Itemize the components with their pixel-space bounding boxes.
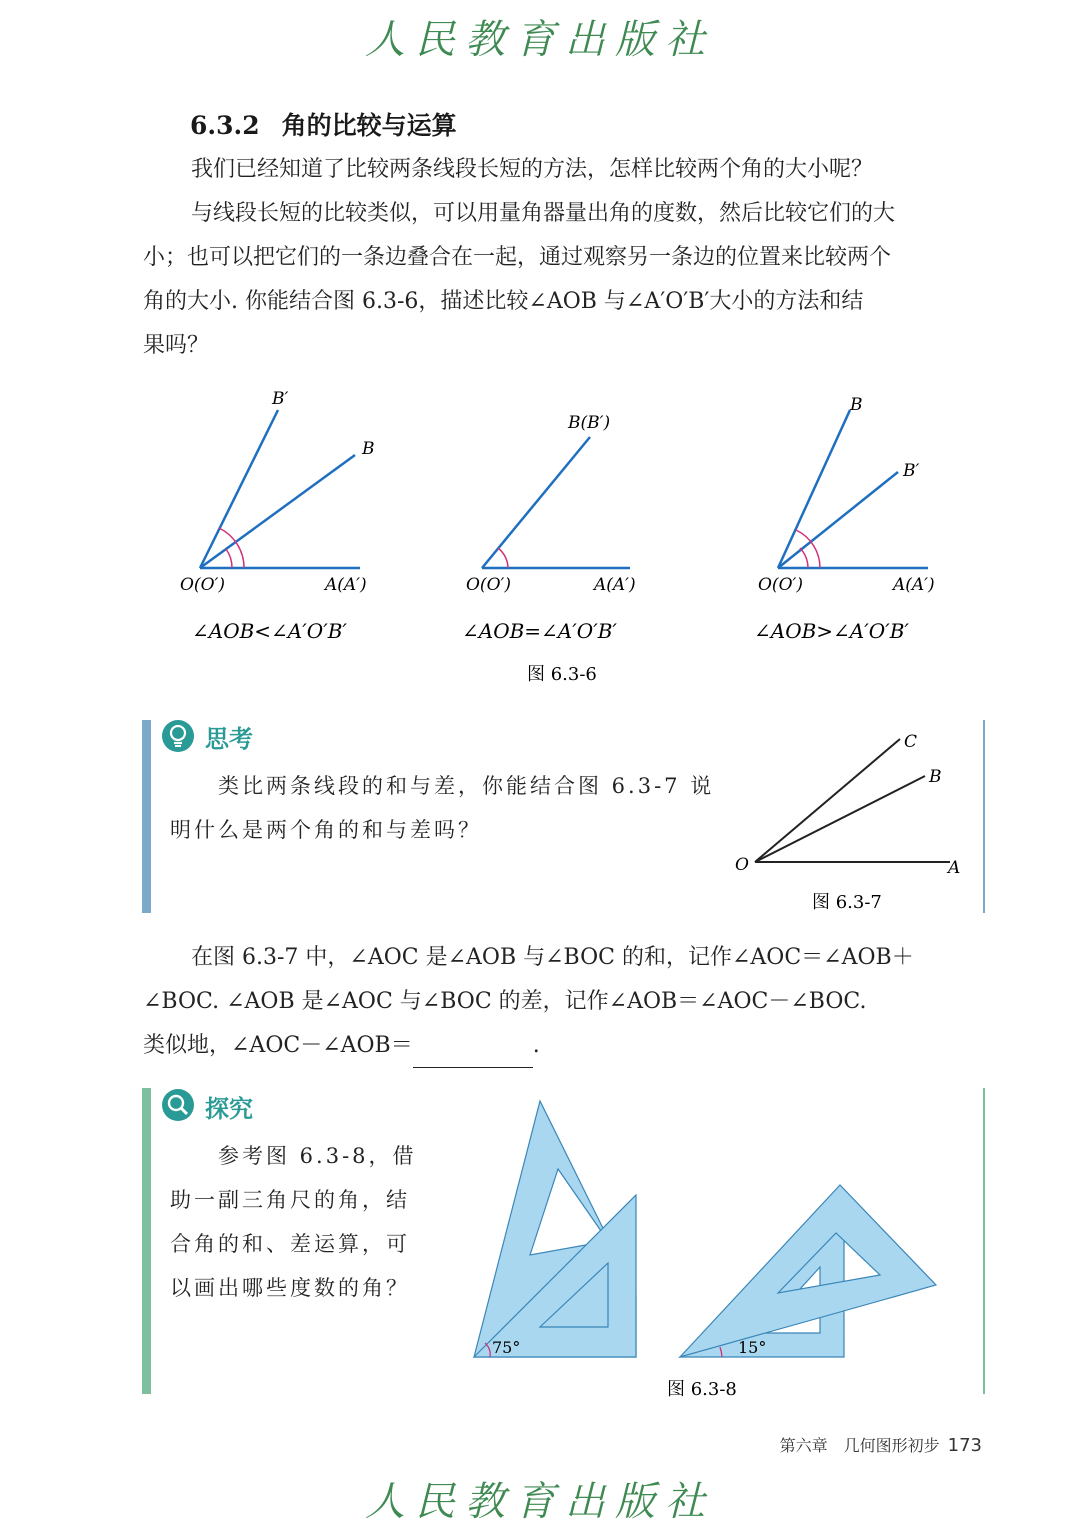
label-o: O [735, 855, 749, 875]
magnifier-icon [160, 1087, 196, 1123]
label-origin: O(O′) [180, 575, 225, 595]
section-number: 6.3.2 [190, 111, 260, 140]
chapter-label: 第六章 几何图形初步 [779, 1436, 940, 1455]
think-box-right-border [983, 720, 985, 913]
label-b-prime: B′ [903, 461, 920, 481]
label-origin: O(O′) [466, 575, 511, 595]
intro-line: 我们已经知道了比较两条线段长短的方法，怎样比较两个角的大小呢？ [191, 157, 874, 182]
sum-diff-line: 在图 6.3-7 中，∠AOC 是∠AOB 与∠BOC 的和，记作∠AOC＝∠AOB＋ [191, 945, 914, 970]
label-a: A(A′) [325, 575, 367, 595]
figure-panel-2 [462, 413, 636, 643]
explore-line: 合角的和、差运算，可 [170, 1232, 410, 1256]
explore-line: 参考图 6.3-8，借 [218, 1144, 417, 1168]
page-footer [780, 1433, 982, 1456]
figure-6-3-6 [0, 380, 1080, 690]
figure-panel-3 [754, 395, 935, 643]
figure-6-3-7 [720, 725, 980, 920]
label-origin: O(O′) [758, 575, 803, 595]
intro-paragraph [143, 148, 991, 368]
label-a: A(A′) [594, 575, 636, 595]
label-b: B [362, 439, 375, 459]
section-title [190, 106, 457, 142]
explore-text [170, 1134, 460, 1310]
think-text [170, 764, 730, 852]
explore-line: 助一副三角尺的角，结 [170, 1188, 410, 1212]
angle-75-label: 75° [492, 1338, 521, 1357]
explore-heading: 探究 [205, 1095, 253, 1123]
figure-panel-1 [180, 389, 375, 643]
publisher-header: 人民教育出版社 [365, 17, 715, 63]
answer-blank[interactable] [413, 1041, 533, 1068]
ray-ob [200, 455, 355, 568]
relation-2: ∠AOB=∠A′O′B′ [462, 619, 617, 643]
section-title-text: 角的比较与运算 [281, 111, 457, 140]
label-a: A [948, 858, 961, 878]
explore-box-bar [142, 1088, 151, 1394]
angle-arc [498, 548, 508, 568]
sum-diff-prefix: 类似地，∠AOC－∠AOB＝ [143, 1033, 413, 1058]
think-line: 明什么是两个角的和与差吗？ [170, 818, 482, 842]
label-b: B [850, 395, 863, 415]
ray-ob-prime [200, 410, 278, 568]
explore-line: 以画出哪些度数的角？ [170, 1276, 410, 1300]
figure-6-3-8 [460, 1095, 960, 1405]
label-b-prime: B′ [272, 389, 289, 409]
relation-3: ∠AOB>∠A′O′B′ [754, 619, 909, 643]
set-square-tall [474, 1101, 636, 1357]
label-a: A(A′) [893, 575, 935, 595]
intro-line: 果吗？ [143, 333, 210, 358]
label-b: B(B′) [568, 413, 611, 433]
publisher-footer: 人民教育出版社 [365, 1479, 715, 1525]
set-square-wide [680, 1185, 936, 1357]
sum-diff-paragraph [143, 936, 991, 1068]
intro-line: 小；也可以把它们的一条边叠合在一起，通过观察另一条边的位置来比较两个 [143, 245, 892, 270]
think-heading: 思考 [205, 725, 253, 753]
label-b: B [929, 767, 942, 787]
intro-line: 与线段长短的比较类似，可以用量角器量出角的度数，然后比较它们的大 [191, 201, 896, 226]
figure-caption: 图 6.3-7 [812, 892, 882, 913]
relation-1: ∠AOB<∠A′O′B′ [192, 619, 347, 643]
sum-diff-line: ∠BOC. ∠AOB 是∠AOC 与∠BOC 的差，记作∠AOB＝∠AOC－∠BOC. [143, 989, 867, 1014]
think-line: 类比两条线段的和与差，你能结合图 6.3-7 说 [218, 774, 715, 798]
figure-caption: 图 6.3-8 [667, 1379, 737, 1400]
ray-ob-prime [778, 472, 898, 568]
ray-ob [778, 410, 850, 568]
sum-diff-line [143, 1024, 991, 1068]
think-box-bar [142, 720, 151, 913]
label-c: C [904, 732, 918, 752]
angle-arc [226, 549, 232, 568]
sum-diff-suffix: . [532, 1033, 540, 1058]
angle-15-label: 15° [738, 1338, 767, 1357]
lightbulb-icon [160, 718, 196, 754]
figure-caption: 图 6.3-6 [527, 664, 597, 685]
page-number: 173 [947, 1435, 982, 1456]
explore-box-right-border [983, 1088, 985, 1394]
intro-line: 角的大小. 你能结合图 6.3-6，描述比较∠AOB 与∠A′O′B′大小的方法和结 [143, 289, 864, 314]
